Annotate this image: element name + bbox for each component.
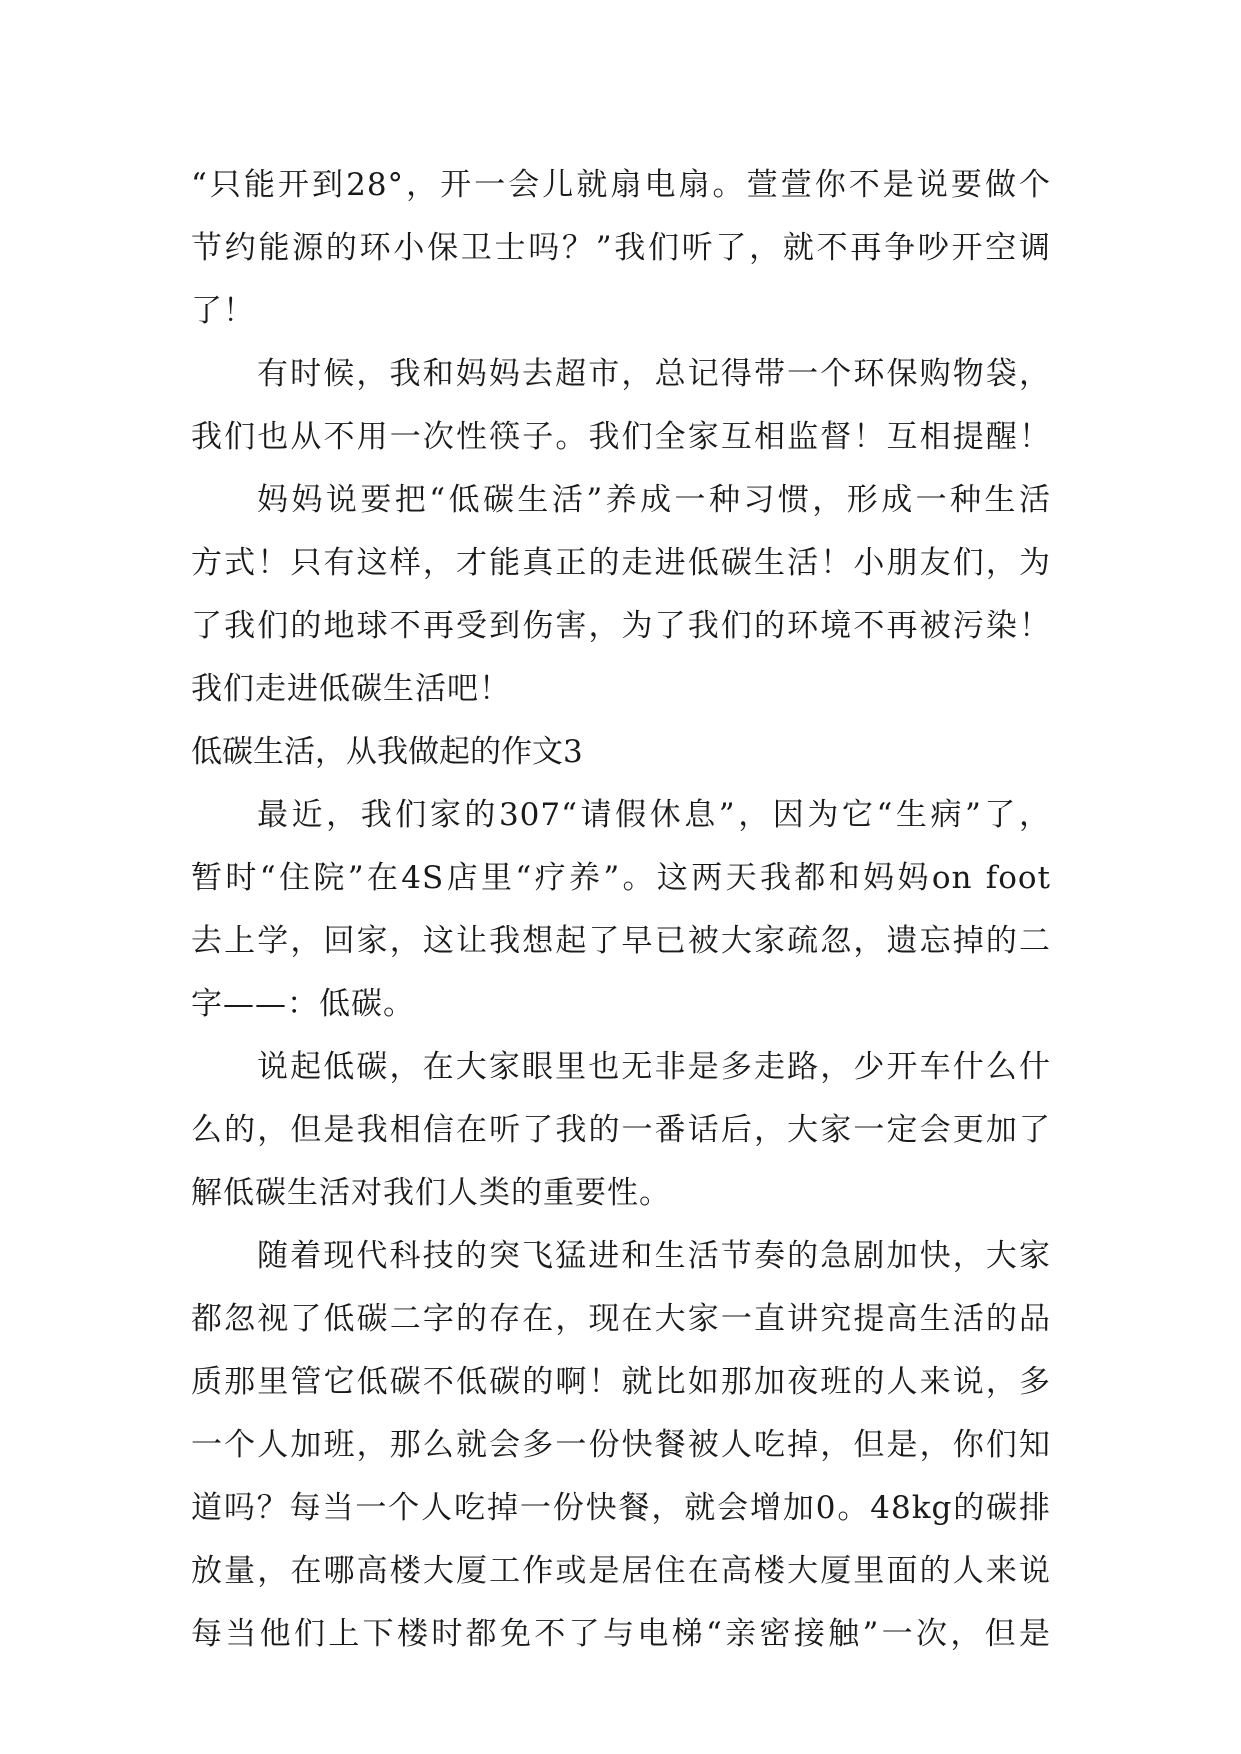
text-line: 字——：低碳。 <box>191 986 415 1022</box>
text-line: 了！ <box>191 293 255 329</box>
text-line: 一个人加班，那么就会多一份快餐被人吃掉，但是，你们知 <box>191 1427 1051 1463</box>
text-line: 节约能源的环小保卫士吗？”我们听了，就不再争吵开空调 <box>191 230 1051 266</box>
text-line: 暂时“住院”在4S店里“疗养”。这两天我都和妈妈on foot <box>191 860 1051 896</box>
text-line: 道吗？每当一个人吃掉一份快餐，就会增加0。48kg的碳排 <box>191 1490 1051 1526</box>
text-line: 最近，我们家的307“请假休息”，因为它“生病”了， <box>257 797 1051 833</box>
text-line: 放量，在哪高楼大厦工作或是居住在高楼大厦里面的人来说 <box>191 1553 1051 1589</box>
section-heading: 低碳生活，从我做起的作文3 <box>191 734 583 770</box>
text-line: 每当他们上下楼时都免不了与电梯“亲密接触”一次，但是 <box>191 1616 1051 1652</box>
text-line: 都忽视了低碳二字的存在，现在大家一直讲究提高生活的品 <box>191 1301 1051 1337</box>
text-line: 我们走进低碳生活吧！ <box>191 671 511 707</box>
text-line: 方式！只有这样，才能真正的走进低碳生活！小朋友们，为 <box>191 545 1051 581</box>
text-line: 么的，但是我相信在听了我的一番话后，大家一定会更加了 <box>191 1112 1051 1148</box>
text-line: 说起低碳，在大家眼里也无非是多走路，少开车什么什 <box>257 1049 1051 1085</box>
text-line: 妈妈说要把“低碳生活”养成一种习惯，形成一种生活 <box>257 482 1051 518</box>
document-page <box>191 154 1051 1666</box>
text-line: 有时候，我和妈妈去超市，总记得带一个环保购物袋， <box>257 356 1051 392</box>
text-line: 了我们的地球不再受到伤害，为了我们的环境不再被污染！ <box>191 608 1051 644</box>
text-line: 随着现代科技的突飞猛进和生活节奏的急剧加快，大家 <box>257 1238 1051 1274</box>
text-line: 质那里管它低碳不低碳的啊！就比如那加夜班的人来说，多 <box>191 1364 1051 1400</box>
text-line: 我们也从不用一次性筷子。我们全家互相监督！互相提醒！ <box>191 419 1051 455</box>
text-line: “只能开到28°，开一会儿就扇电扇。萱萱你不是说要做个 <box>191 167 1051 203</box>
text-line: 去上学，回家，这让我想起了早已被大家疏忽，遗忘掉的二 <box>191 923 1051 959</box>
text-line: 解低碳生活对我们人类的重要性。 <box>191 1175 671 1211</box>
